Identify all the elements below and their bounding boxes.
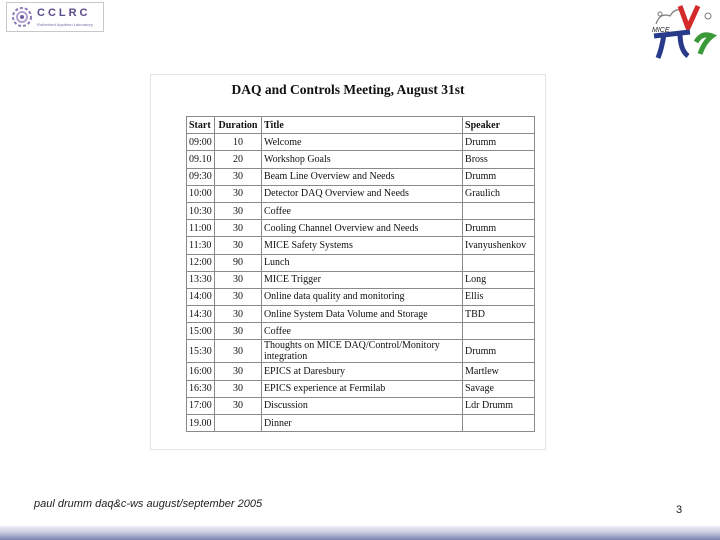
- cell-duration: 30: [214, 380, 261, 397]
- cell-duration: 30: [214, 168, 261, 185]
- cell-title: Coffee: [261, 202, 462, 219]
- cell-title: MICE Safety Systems: [261, 237, 462, 254]
- footer-text: paul drumm daq&c-ws august/september 2005: [34, 498, 263, 510]
- agenda-image: [150, 74, 546, 450]
- cell-speaker: [463, 415, 535, 432]
- cell-speaker: TBD: [463, 306, 535, 323]
- cell-start: 15:30: [187, 340, 215, 363]
- cell-start: 09:30: [187, 168, 215, 185]
- table-row: [187, 380, 535, 397]
- cell-title: Coffee: [261, 323, 462, 340]
- header-duration: Duration: [214, 117, 261, 134]
- cell-title: Welcome: [261, 134, 462, 151]
- cell-duration: 30: [214, 220, 261, 237]
- cell-duration: 30: [214, 397, 261, 414]
- cell-duration: 10: [214, 134, 261, 151]
- cell-start: 17:00: [187, 397, 215, 414]
- cell-speaker: [463, 323, 535, 340]
- cell-speaker: Long: [463, 271, 535, 288]
- cell-start: 09.10: [187, 151, 215, 168]
- table-row: [187, 415, 535, 432]
- cell-speaker: Drumm: [463, 220, 535, 237]
- cell-start: 14:00: [187, 288, 215, 305]
- cell-speaker: Ivanyushenkov: [463, 237, 535, 254]
- cell-duration: 30: [214, 202, 261, 219]
- cell-title: EPICS experience at Fermilab: [261, 380, 462, 397]
- table-row: [187, 202, 535, 219]
- cell-speaker: Savage: [463, 380, 535, 397]
- mice-logo: [650, 2, 718, 64]
- cclrc-logo-subtext: Rutherford Appleton Laboratory: [37, 22, 93, 27]
- cell-duration: 30: [214, 363, 261, 380]
- schedule-table: [186, 116, 535, 432]
- table-row: [187, 134, 535, 151]
- header-title: Title: [261, 117, 462, 134]
- table-row: [187, 237, 535, 254]
- table-row: [187, 288, 535, 305]
- table-row: [187, 323, 535, 340]
- mice-logo-text: MICE: [652, 27, 670, 34]
- table-header-row: [187, 117, 535, 134]
- cell-duration: 30: [214, 185, 261, 202]
- cell-start: 15:00: [187, 323, 215, 340]
- cell-start: 10:30: [187, 202, 215, 219]
- cell-duration: [214, 415, 261, 432]
- cell-title: Cooling Channel Overview and Needs: [261, 220, 462, 237]
- cell-title: EPICS at Daresbury: [261, 363, 462, 380]
- cell-title: Beam Line Overview and Needs: [261, 168, 462, 185]
- cell-duration: 30: [214, 271, 261, 288]
- cell-speaker: Bross: [463, 151, 535, 168]
- cell-duration: 30: [214, 306, 261, 323]
- meeting-title: DAQ and Controls Meeting, August 31st: [231, 82, 465, 97]
- table-row: [187, 168, 535, 185]
- cell-duration: 30: [214, 237, 261, 254]
- cell-duration: 30: [214, 288, 261, 305]
- table-row: [187, 397, 535, 414]
- cell-start: 11:30: [187, 237, 215, 254]
- table-row: [187, 363, 535, 380]
- cell-start: 16:30: [187, 380, 215, 397]
- cell-start: 10:00: [187, 185, 215, 202]
- cell-speaker: Graulich: [463, 185, 535, 202]
- cell-start: 13:30: [187, 271, 215, 288]
- cell-duration: 30: [214, 323, 261, 340]
- cell-start: 16:00: [187, 363, 215, 380]
- footer-bar: [0, 526, 720, 540]
- cell-title: MICE Trigger: [261, 271, 462, 288]
- cell-start: 09:00: [187, 134, 215, 151]
- table-row: [187, 220, 535, 237]
- cell-speaker: Drumm: [463, 168, 535, 185]
- cell-title: Workshop Goals: [261, 151, 462, 168]
- cell-start: 14:30: [187, 306, 215, 323]
- cell-speaker: [463, 202, 535, 219]
- cclrc-swirl-icon: [11, 6, 33, 28]
- cclrc-logo: [6, 2, 104, 32]
- cell-duration: 30: [214, 340, 261, 363]
- cell-start: 12:00: [187, 254, 215, 271]
- table-row: [187, 306, 535, 323]
- cell-title: Dinner: [261, 415, 462, 432]
- cell-speaker: Martlew: [463, 363, 535, 380]
- table-row: [187, 254, 535, 271]
- cell-title: Online data quality and monitoring: [261, 288, 462, 305]
- cell-speaker: Drumm: [463, 134, 535, 151]
- cell-speaker: Ldr Drumm: [463, 397, 535, 414]
- cell-start: 11:00: [187, 220, 215, 237]
- cell-title: Detector DAQ Overview and Needs: [261, 185, 462, 202]
- header-speaker: Speaker: [463, 117, 535, 134]
- cell-duration: 90: [214, 254, 261, 271]
- table-row: [187, 185, 535, 202]
- table-row: [187, 340, 535, 363]
- page-number: 3: [676, 504, 683, 516]
- cell-speaker: [463, 254, 535, 271]
- cell-title: Online System Data Volume and Storage: [261, 306, 462, 323]
- cell-title: Thoughts on MICE DAQ/Control/Monitory integration: [261, 340, 462, 363]
- cell-duration: 20: [214, 151, 261, 168]
- header-start: Start: [187, 117, 215, 134]
- cell-title: Discussion: [261, 397, 462, 414]
- cclrc-logo-text: CCLRC: [37, 7, 91, 19]
- cell-speaker: Ellis: [463, 288, 535, 305]
- table-row: [187, 271, 535, 288]
- table-row: [187, 151, 535, 168]
- cell-speaker: Drumm: [463, 340, 535, 363]
- cell-start: 19.00: [187, 415, 215, 432]
- cell-title: Lunch: [261, 254, 462, 271]
